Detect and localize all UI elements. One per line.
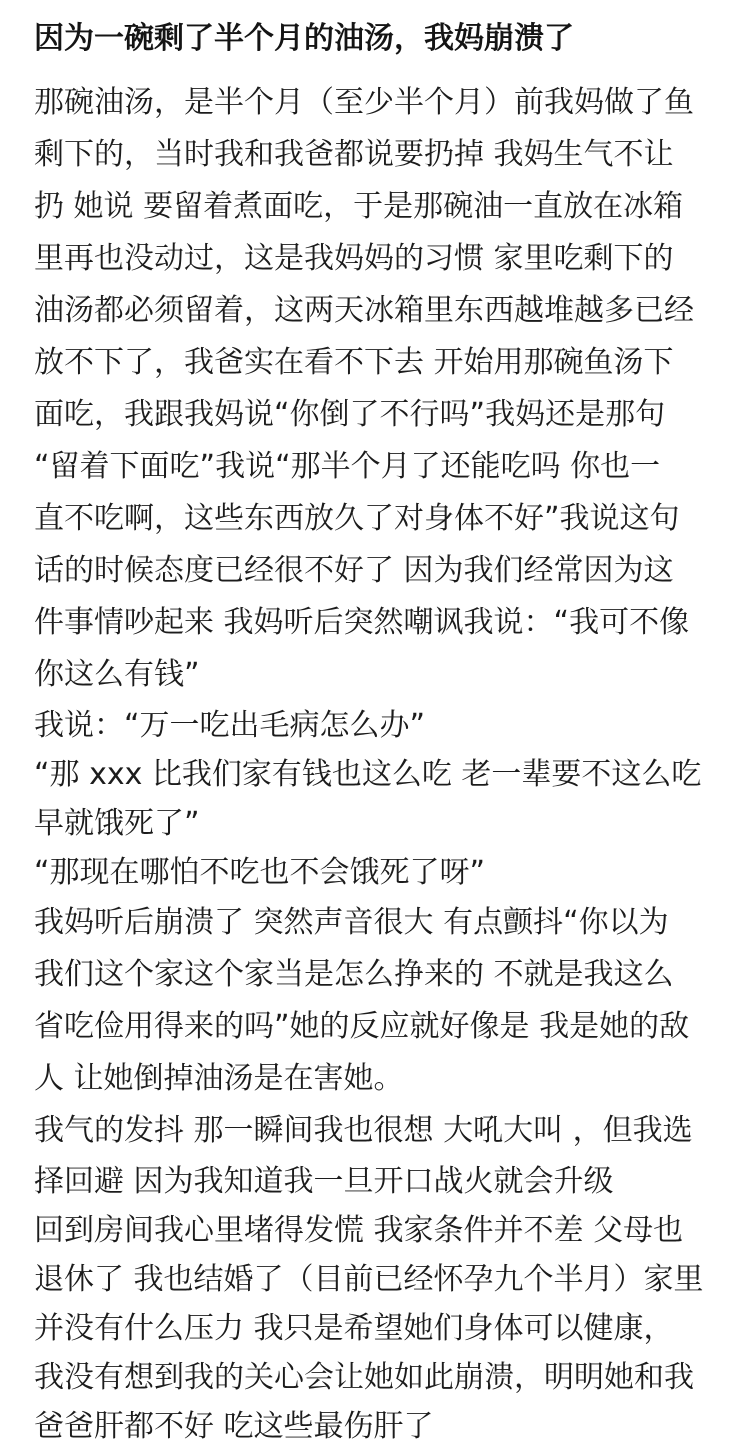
body-line: 件事情吵起来 我妈听后突然嘲讽我说：“我可不像: [34, 605, 690, 640]
body-line: 早就饿死了”: [34, 806, 200, 841]
body-line: 我妈听后崩溃了 突然声音很大 有点颤抖“你以为: [34, 905, 669, 940]
post-body: [34, 77, 734, 1451]
body-line: “那现在哪怕不吃也不会饿死了呀”: [34, 855, 486, 890]
body-line: 我气的发抖 那一瞬间我也很想 大吼大叫 ，但我选: [34, 1113, 693, 1148]
body-line: 话的时候态度已经很不好了 因为我们经常因为这: [34, 553, 674, 588]
body-line: 省吃俭用得来的吗”她的反应就好像是 我是她的敌: [34, 1009, 690, 1044]
body-line: 放不下了，我爸实在看不下去 开始用那碗鱼汤下: [34, 345, 674, 380]
body-line: 直不吃啊，这些东西放久了对身体不好”我说这句: [34, 501, 680, 536]
body-line: 面吃，我跟我妈说“你倒了不行吗”我妈还是那句: [34, 397, 666, 432]
body-line: “那 xxx 比我们家有钱也这么吃 老一辈要不这么吃: [34, 757, 702, 792]
body-line: 人 让她倒掉油汤是在害她。: [34, 1061, 404, 1096]
body-line: 并没有什么压力 我只是希望她们身体可以健康，: [34, 1311, 674, 1346]
post-title: 因为一碗剩了半个月的油汤，我妈崩溃了: [34, 21, 574, 56]
body-line: 剩下的，当时我和我爸都说要扔掉 我妈生气不让: [34, 137, 674, 172]
body-line: 扔 她说 要留着煮面吃，于是那碗油一直放在冰箱: [34, 189, 684, 224]
body-line: 你这么有钱”: [34, 657, 200, 692]
body-line: 我说：“万一吃出毛病怎么办”: [34, 708, 426, 743]
body-line: 那碗油汤，是半个月（至少半个月）前我妈做了鱼: [34, 85, 694, 120]
body-line: 我没有想到我的关心会让她如此崩溃，明明她和我: [34, 1360, 694, 1395]
body-line: 油汤都必须留着，这两天冰箱里东西越堆越多已经: [34, 293, 694, 328]
body-line: 我们这个家这个家当是怎么挣来的 不就是我这么: [34, 957, 674, 992]
body-line: 择回避 因为我知道我一旦开口战火就会升级: [34, 1164, 614, 1199]
body-line: 爸爸肝都不好 吃这些最伤肝了: [34, 1409, 434, 1444]
body-line: 退休了 我也结婚了（目前已经怀孕九个半月）家里: [34, 1262, 704, 1297]
body-line: “留着下面吃”我说“那半个月了还能吃吗 你也一: [34, 449, 661, 484]
faint-watermark: [305, 697, 308, 707]
body-line: 里再也没动过，这是我妈妈的习惯 家里吃剩下的: [34, 241, 674, 276]
body-line: 回到房间我心里堵得发慌 我家条件并不差 父母也: [34, 1213, 684, 1248]
